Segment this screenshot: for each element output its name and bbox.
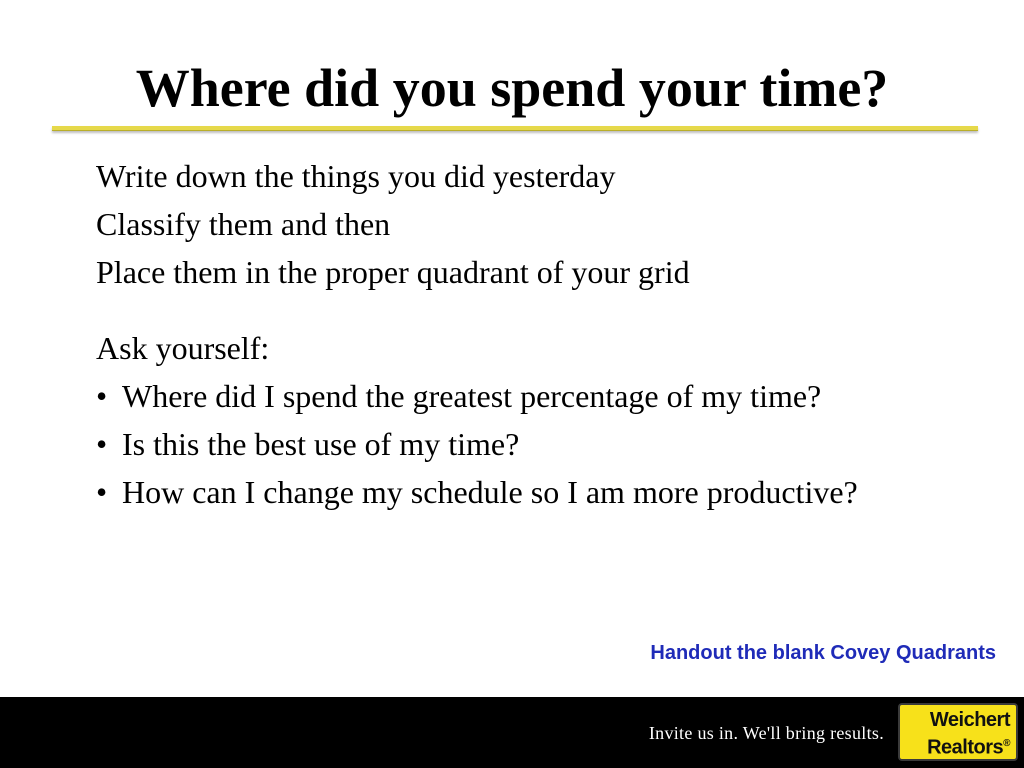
handout-note: Handout the blank Covey Quadrants bbox=[650, 642, 996, 664]
bullet-icon: • bbox=[96, 378, 108, 414]
bullet-text-2: Is this the best use of my time? bbox=[122, 426, 520, 462]
footer-bar bbox=[0, 697, 1024, 768]
bullet-text-1: Where did I spend the greatest percentage of my time? bbox=[122, 378, 822, 414]
title-divider bbox=[52, 126, 978, 131]
weichert-logo bbox=[898, 703, 1018, 761]
bullet-text-3: How can I change my schedule so I am more productive? bbox=[122, 474, 858, 510]
logo-text-line2-word: Realtors bbox=[927, 736, 1004, 759]
bullet-icon: • bbox=[96, 474, 108, 510]
bullet-item bbox=[96, 372, 916, 420]
slide-body bbox=[96, 152, 916, 516]
footer-tagline: Invite us in. We'll bring results. bbox=[648, 723, 884, 743]
intro-line-1: Write down the things you did yesterday bbox=[96, 158, 616, 194]
logo-text-line2 bbox=[900, 732, 1010, 760]
bullet-icon: • bbox=[96, 426, 108, 462]
logo-text-line1: Weichert bbox=[929, 709, 1010, 731]
ask-yourself-label: Ask yourself: bbox=[96, 330, 270, 366]
bullet-item bbox=[96, 420, 916, 468]
intro-line-2: Classify them and then bbox=[96, 206, 391, 242]
bullet-item bbox=[96, 468, 916, 516]
registered-mark-icon: ® bbox=[1003, 738, 1010, 749]
paragraph-spacer bbox=[96, 296, 916, 324]
slide-title: Where did you spend your time? bbox=[135, 58, 889, 118]
intro-line-3: Place them in the proper quadrant of your grid bbox=[96, 254, 690, 290]
